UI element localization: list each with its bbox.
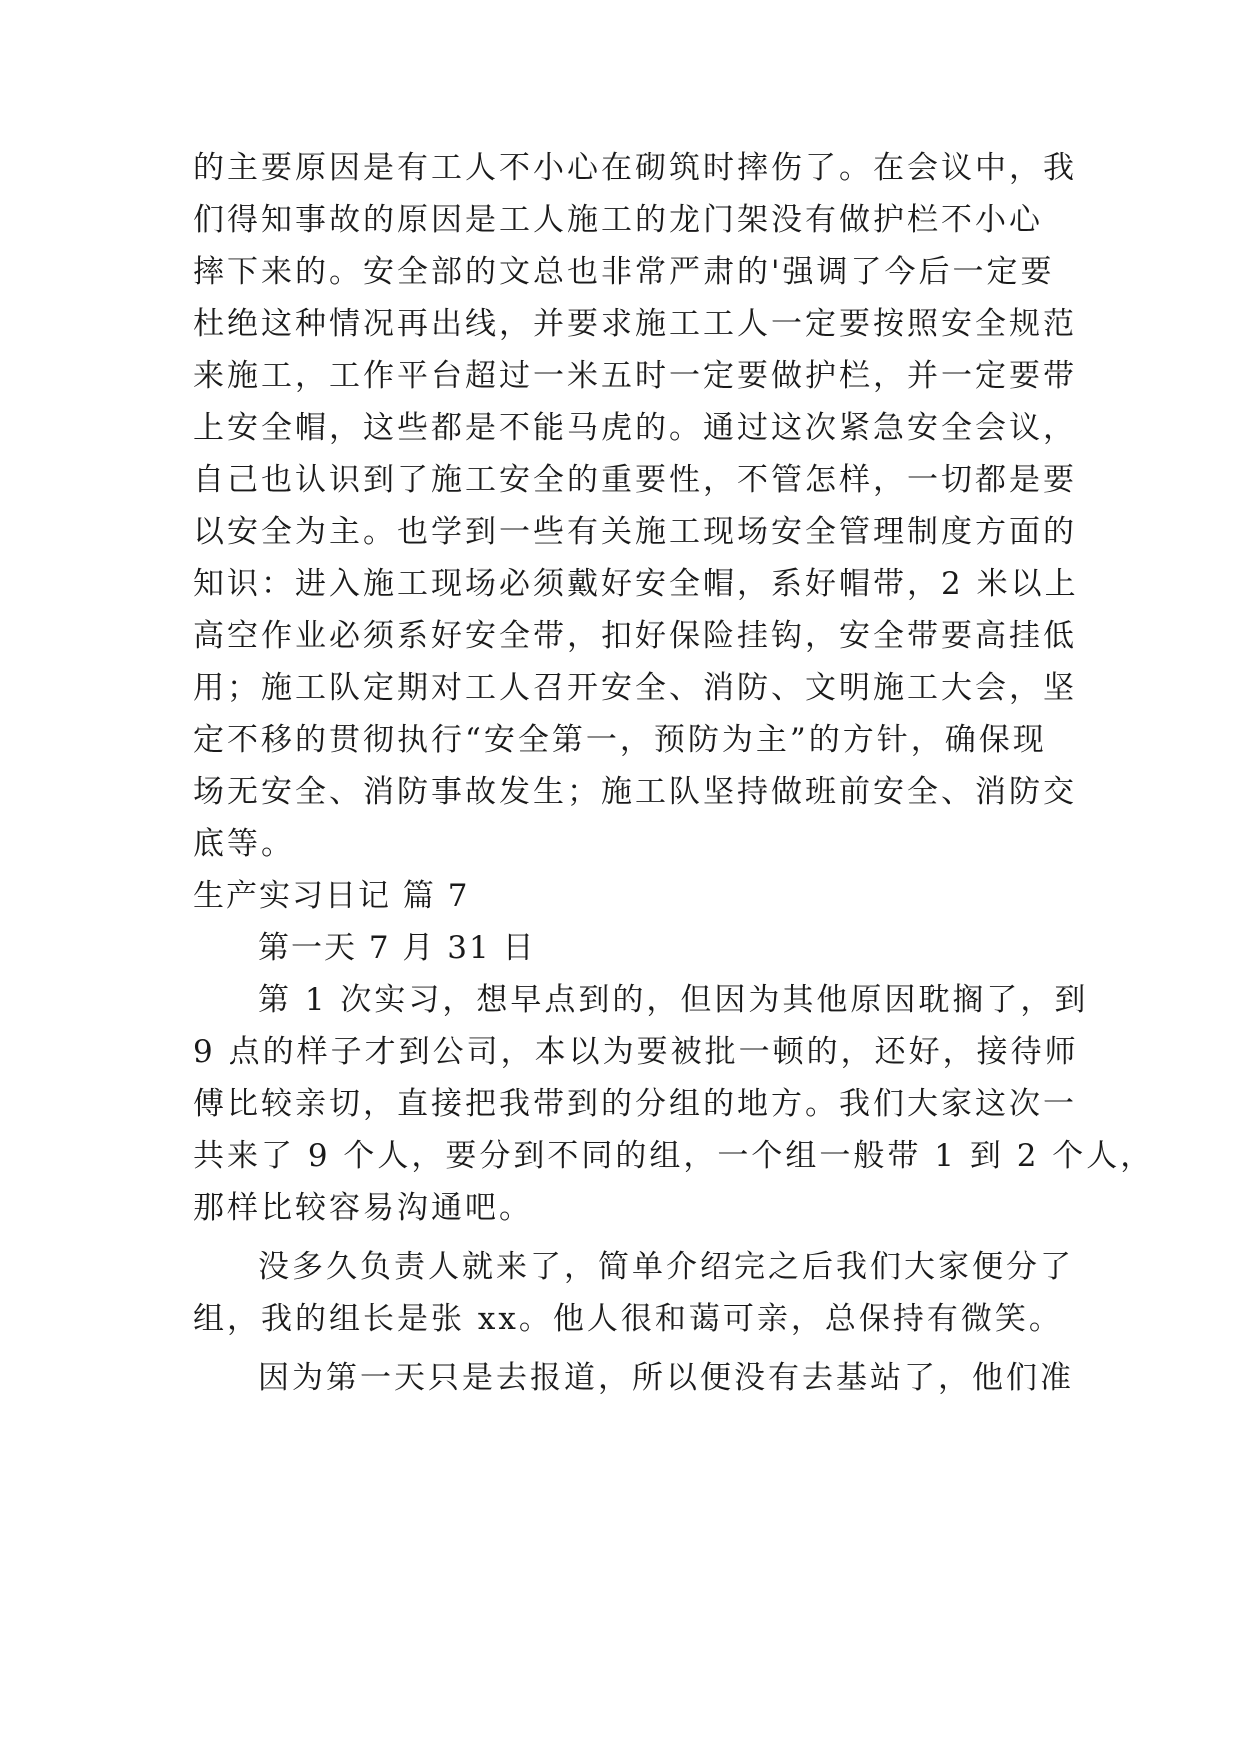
text-line: 第 1 次实习，想早点到的，但因为其他原因耽搁了，到 xyxy=(258,982,1089,1018)
text-line: 摔下来的。安全部的文总也非常严肃的'强调了今后一定要 xyxy=(193,254,1055,290)
text-line: 自己也认识到了施工安全的重要性，不管怎样，一切都是要 xyxy=(193,462,1077,498)
text-line: 共来了 9 个人，要分到不同的组，一个组一般带 1 到 2 个人， xyxy=(193,1138,1155,1174)
text-line: 场无安全、消防事故发生；施工队坚持做班前安全、消防交 xyxy=(193,774,1077,810)
text-line: 们得知事故的原因是工人施工的龙门架没有做护栏不小心 xyxy=(193,202,1043,238)
text-line: 来施工，工作平台超过一米五时一定要做护栏，并一定要带 xyxy=(193,358,1077,394)
text-line: 没多久负责人就来了，简单介绍完之后我们大家便分了 xyxy=(258,1249,1074,1285)
text-line: 9 点的样子才到公司，本以为要被批一顿的，还好，接待师 xyxy=(193,1034,1079,1070)
text-line: 那样比较容易沟通吧。 xyxy=(193,1190,533,1226)
day-heading: 第一天 7 月 31 日 xyxy=(258,930,536,966)
text-line: 定不移的贯彻执行“安全第一，预防为主”的方针，确保现 xyxy=(193,722,1047,758)
text-line: 杜绝这种情况再出线，并要求施工工人一定要按照安全规范 xyxy=(193,306,1077,342)
text-line: 以安全为主。也学到一些有关施工现场安全管理制度方面的 xyxy=(193,514,1077,550)
text-line: 用；施工队定期对工人召开安全、消防、文明施工大会，坚 xyxy=(193,670,1077,706)
text-line: 因为第一天只是去报道，所以便没有去基站了，他们准 xyxy=(258,1360,1074,1396)
text-line: 底等。 xyxy=(193,826,295,862)
text-line: 知识：进入施工现场必须戴好安全帽，系好帽带，2 米以上 xyxy=(193,566,1079,602)
text-line: 的主要原因是有工人不小心在砌筑时摔伤了。在会议中，我 xyxy=(193,150,1077,186)
text-line: 组，我的组长是张 xx。他人很和蔼可亲，总保持有微笑。 xyxy=(193,1301,1063,1337)
text-line: 高空作业必须系好安全带，扣好保险挂钩，安全带要高挂低 xyxy=(193,618,1077,654)
text-line: 傅比较亲切，直接把我带到的分组的地方。我们大家这次一 xyxy=(193,1086,1077,1122)
text-line: 上安全帽，这些都是不能马虎的。通过这次紧急安全会议， xyxy=(193,410,1077,446)
section-title: 生产实习日记 篇 7 xyxy=(193,878,470,914)
